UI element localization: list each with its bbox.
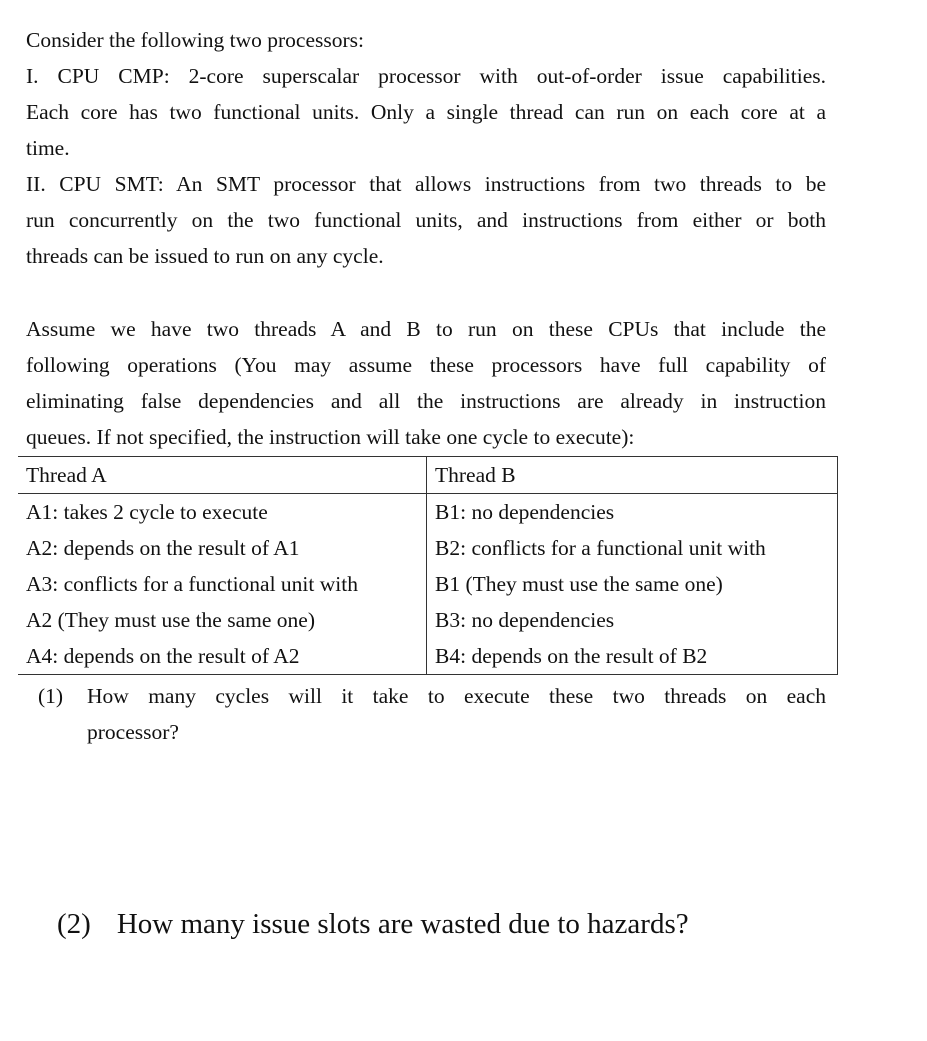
- header-thread-a: Thread A: [18, 457, 427, 494]
- text-line: Each core has two functional units. Only a single thread can run on each core at a: [26, 100, 826, 124]
- cell-a: A1: takes 2 cycle to execute: [18, 494, 427, 531]
- question-2: [57, 904, 689, 944]
- question-text: How many issue slots are wasted due to hazards?: [116, 908, 689, 940]
- processor-description: [26, 22, 826, 274]
- assumption-paragraph: [26, 311, 826, 455]
- table-header-row: [18, 457, 838, 494]
- cell-b: B1 (They must use the same one): [427, 566, 838, 602]
- text-line: queues. If not specified, the instruction will take one cycle to execute):: [26, 425, 635, 449]
- text-line: I. CPU CMP: 2-core superscalar processor with out-of-order issue capabilities.: [26, 64, 826, 88]
- cell-a: A2 (They must use the same one): [18, 602, 427, 638]
- cell-b: B3: no dependencies: [427, 602, 838, 638]
- cell-b: B2: conflicts for a functional unit with: [427, 530, 838, 566]
- cell-b: B1: no dependencies: [427, 494, 838, 531]
- text-line: Consider the following two processors:: [26, 28, 364, 52]
- table-row: [18, 566, 838, 602]
- header-thread-b: Thread B: [427, 457, 838, 494]
- text-line: eliminating false dependencies and all the instructions are already in instruction: [26, 389, 826, 413]
- cell-b: B4: depends on the result of B2: [427, 638, 838, 675]
- text-line: threads can be issued to run on any cycle.: [26, 244, 384, 268]
- table-row: [18, 602, 838, 638]
- table-row: [18, 530, 838, 566]
- text-line: II. CPU SMT: An SMT processor that allows instructions from two threads to be: [26, 172, 826, 196]
- question-text-line: processor?: [87, 720, 179, 744]
- question-number: (2): [57, 908, 91, 940]
- text-line: run concurrently on the two functional units, and instructions from either or both: [26, 208, 826, 232]
- question-number: (1): [38, 684, 64, 708]
- cell-a: A4: depends on the result of A2: [18, 638, 427, 675]
- threads-table: [18, 456, 838, 675]
- cell-a: A3: conflicts for a functional unit with: [18, 566, 427, 602]
- text-line: time.: [26, 136, 70, 160]
- table-row: [18, 494, 838, 531]
- text-line: following operations (You may assume these processors have full capability of: [26, 353, 826, 377]
- text-line: Assume we have two threads A and B to run on these CPUs that include the: [26, 317, 826, 341]
- question-text-line: How many cycles will it take to execute these two threads on each: [87, 684, 826, 708]
- cell-a: A2: depends on the result of A1: [18, 530, 427, 566]
- table-row: [18, 638, 838, 675]
